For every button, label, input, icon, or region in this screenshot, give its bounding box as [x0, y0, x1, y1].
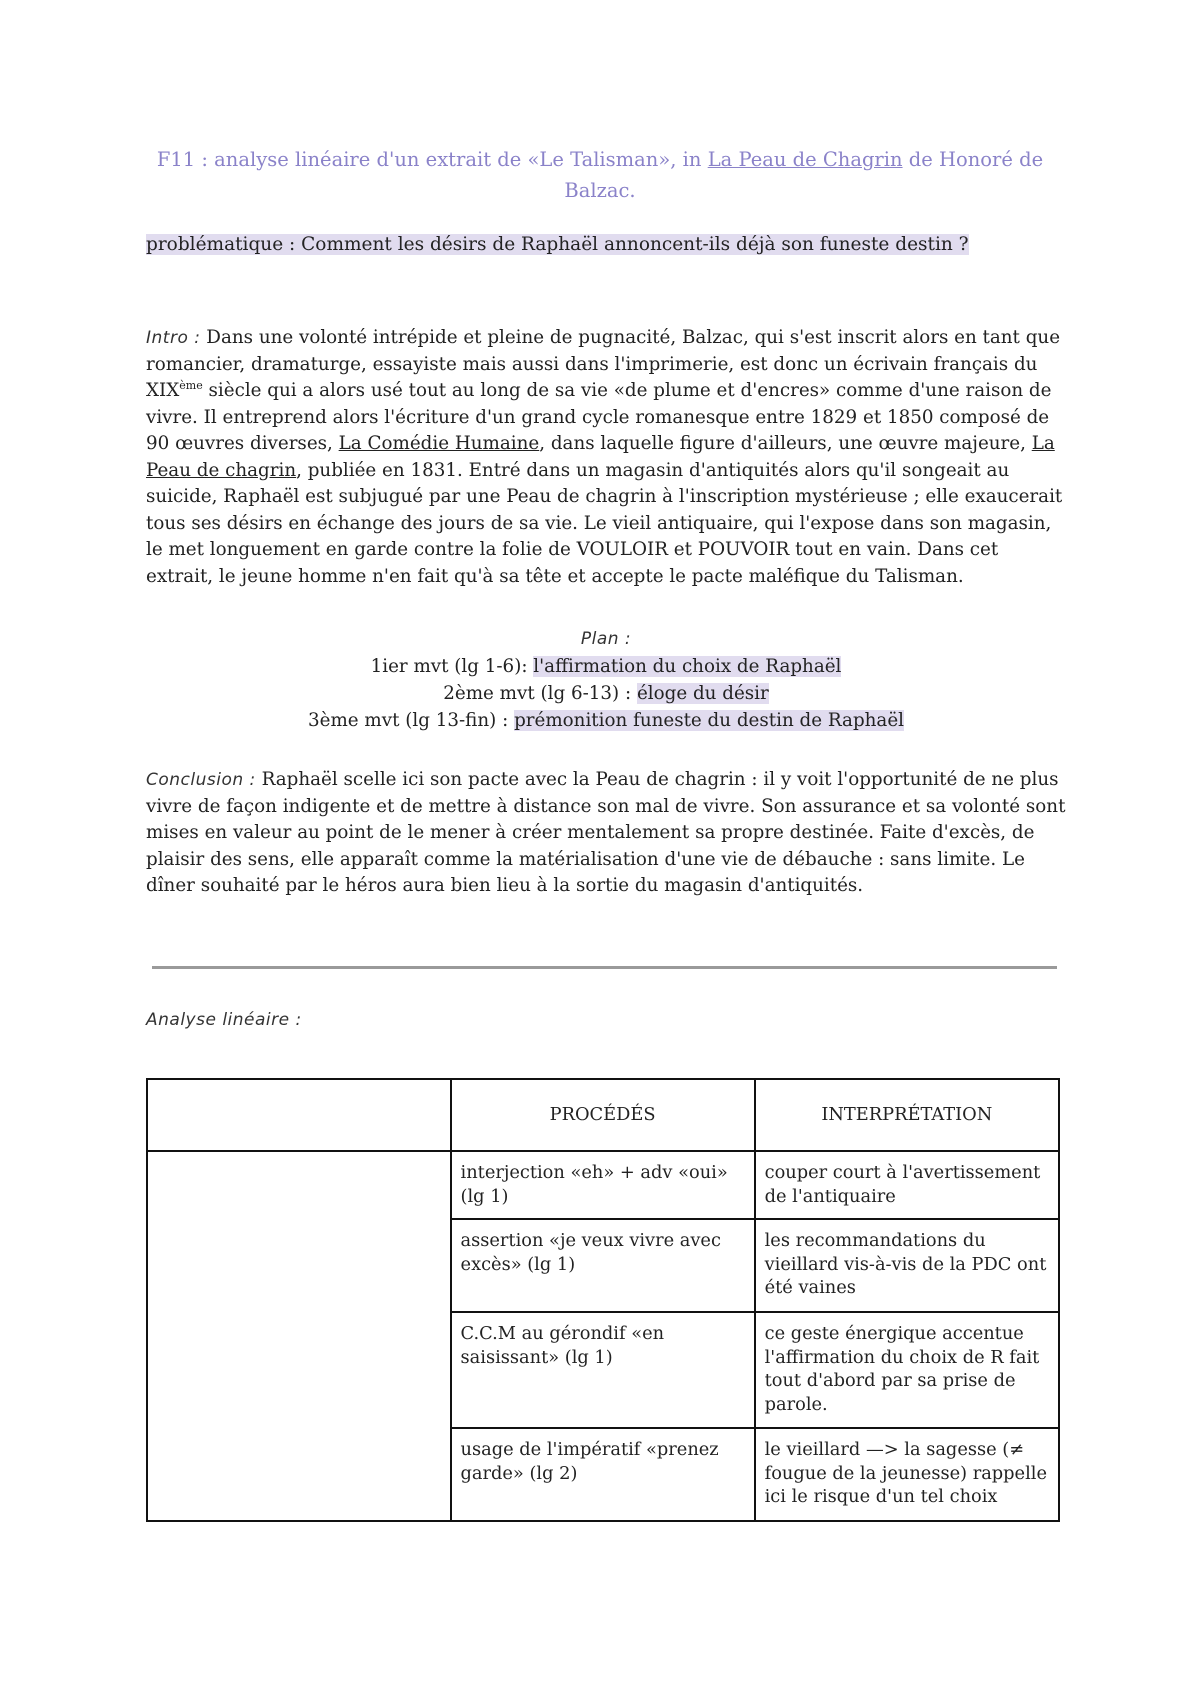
intro-text-1: Dans une volonté intrépide et pleine de pugnacité, Balzac, qui s'est inscrit alors en tant que romancier, dramaturge, essayiste mais aussi dans l'imprimerie, est donc un écrivain français du XIX [146, 327, 1061, 401]
table-row [147, 1151, 1059, 1219]
title-suffix: de Honoré de Balzac. [564, 148, 1044, 202]
table-empty-cell [147, 1151, 451, 1521]
intro-comedie-title: La Comédie Humaine [338, 433, 540, 454]
table-cell-procede: assertion «je veux vivre avec excès» (lg 1) [451, 1219, 755, 1312]
title-book: La Peau de Chagrin [707, 148, 903, 171]
table-cell-interpretation: les recommandations du vieillard vis-à-vis de la PDC ont été vaines [755, 1219, 1059, 1312]
intro-text-3: , dans laquelle figure d'ailleurs, une œuvre majeure, [539, 433, 1032, 454]
table-cell-procede: interjection «eh» + adv «oui» (lg 1) [451, 1151, 755, 1219]
analysis-table [146, 1078, 1060, 1522]
table-header-interpretation: INTERPRÉTATION [755, 1079, 1059, 1151]
table-cell-interpretation: ce geste énergique accentue l'affirmation du choix de R fait tout d'abord par sa prise de parole. [755, 1312, 1059, 1428]
plan-item-prefix: 3ème mvt (lg 13-fin) : [308, 710, 515, 731]
intro-sup: ème [179, 378, 203, 392]
plan-item-text: éloge du désir [636, 683, 769, 704]
table-cell-interpretation: couper court à l'avertissement de l'antiquaire [755, 1151, 1059, 1219]
problematique-text: problématique : Comment les désirs de Raphaël annoncent-ils déjà son funeste destin ? [146, 234, 969, 255]
table-header-procedes: PROCÉDÉS [451, 1079, 755, 1151]
horizontal-divider [152, 966, 1057, 969]
table-cell-procede: C.C.M au gérondif «en saisissant» (lg 1) [451, 1312, 755, 1428]
problematique [146, 232, 969, 258]
plan-item [146, 653, 1066, 680]
title-prefix: F11 : analyse linéaire d'un extrait de «Le Talisman», in [156, 148, 708, 171]
intro-paragraph [146, 325, 1066, 590]
plan-section [146, 625, 1066, 734]
conclusion-section [146, 767, 1066, 900]
document-title [150, 144, 1050, 206]
analyse-label: Analyse linéaire : [146, 1010, 302, 1030]
intro-label: Intro : [146, 328, 201, 348]
intro-text-4: , publiée en 1831. Entré dans un magasin d'antiquités alors qu'il songeait au suicide, Raphaël est subjugué par une Peau de chagrin à l'inscription mystérieuse ; elle exaucerait tous ses désirs en échange des jours de sa vie. Le vieil antiquaire, qui l'expose dans son magasin, le met longuement en garde contre la folie de VOULOIR et POUVOIR tout en vain. Dans cet extrait, le jeune homme n'en fait qu'à sa tête et accepte le pacte maléfique du Talisman. [146, 459, 1063, 587]
table-header-row [147, 1079, 1059, 1151]
conclusion-text: Raphaël scelle ici son pacte avec la Peau de chagrin : il y voit l'opportunité de ne plus vivre de façon indigente et de mettre à distance son mal de vivre. Son assurance et sa volonté sont mises en valeur au point de le mener à créer mentalement sa propre destinée. Faite d'excès, de plaisir des sens, elle apparaît comme la matérialisation d'une vie de débauche : sans limite. Le dîner souhaité par le héros aura bien lieu à la sortie du magasin d'antiquités. [146, 769, 1066, 896]
intro-peau-title: La Peau de chagrin [146, 433, 1055, 481]
intro-section [146, 325, 1066, 590]
conclusion-label: Conclusion : [146, 770, 256, 790]
plan-item-text: prémonition funeste du destin de Raphaël [514, 710, 904, 731]
plan-item-prefix: 1ier mvt (lg 1-6): [370, 656, 534, 677]
table-empty-cell [147, 1079, 451, 1151]
plan-item [146, 707, 1066, 734]
plan-item-text: l'affirmation du choix de Raphaël [533, 656, 842, 677]
plan-item [146, 680, 1066, 707]
table-cell-procede: usage de l'impératif «prenez garde» (lg 2) [451, 1428, 755, 1521]
plan-item-prefix: 2ème mvt (lg 6-13) : [443, 683, 637, 704]
table-cell-interpretation: le vieillard —> la sagesse (≠ fougue de la jeunesse) rappelle ici le risque d'un tel choix [755, 1428, 1059, 1521]
intro-text-2: siècle qui a alors usé tout au long de sa vie «de plume et d'encres» comme d'une raison de vivre. Il entreprend alors l'écriture d'un grand cycle romanesque entre 1829 et 1850 composé de 90 œuvres diverses, [146, 380, 1052, 454]
plan-label: Plan : [580, 629, 632, 649]
